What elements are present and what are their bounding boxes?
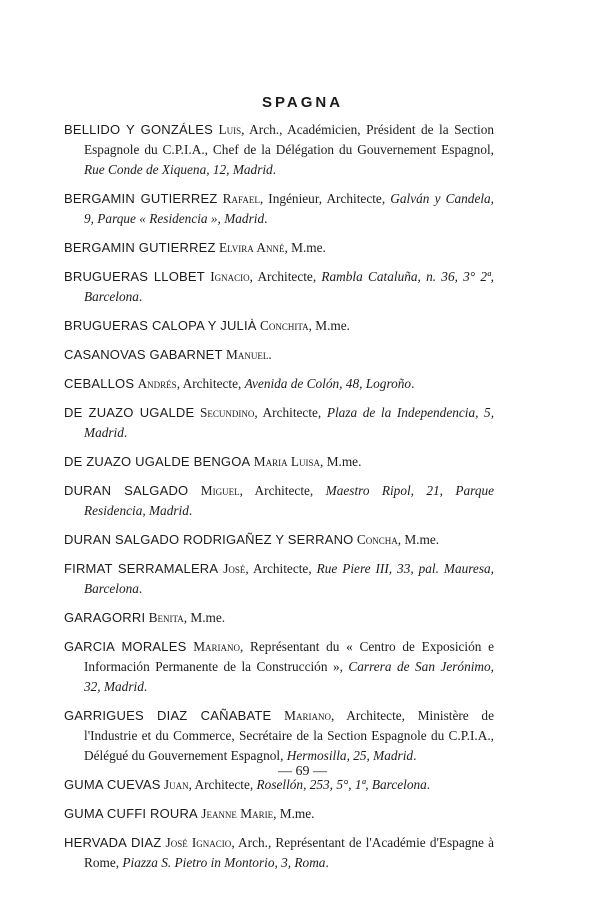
entry-surname: DE ZUAZO UGALDE BENGOA xyxy=(64,454,251,469)
list-item xyxy=(64,452,494,472)
entry-end: . xyxy=(138,581,143,596)
entry-given-name: Ignacio xyxy=(210,269,250,284)
entry-address: Piazza S. Pietro in Montorio, 3, Roma xyxy=(122,855,326,870)
list-item xyxy=(64,637,494,697)
entry-description: , M.me. xyxy=(397,532,440,547)
list-item xyxy=(64,403,494,443)
entry-surname: DURAN SALGADO RODRIGAÑEZ Y SERRANO xyxy=(64,532,354,547)
entry-given-name: Elvira Anné xyxy=(219,240,285,255)
entry-end: . xyxy=(264,211,268,226)
entry-description: , Architecte, xyxy=(254,405,327,420)
list-item xyxy=(64,120,494,180)
entry-given-name: José xyxy=(223,561,246,576)
entry-description: , Architecte, xyxy=(239,483,326,498)
entry-description: , M.me. xyxy=(320,454,362,469)
entry-given-name: Juan xyxy=(163,777,189,792)
entry-end: . xyxy=(272,162,277,177)
entry-description: , Représentant du « Centro de Exposición e Información Permanente de la Construcción », xyxy=(84,639,495,674)
entry-end: . xyxy=(413,748,417,763)
entry-address: Rue Piere III, 33, pal. Mauresa, Barcelona xyxy=(84,561,494,596)
entry-address: Hermosilla, 25, Madrid xyxy=(286,748,414,763)
entry-address: Rosellón, 253, 5°, 1ª, Barcelona xyxy=(256,777,427,792)
entry-surname: GARCIA MORALES xyxy=(64,639,187,654)
entry-address: Plaza de la Independencia, 5, Madrid xyxy=(84,405,495,440)
section-heading: SPAGNA xyxy=(261,94,344,111)
entry-surname: DE ZUAZO UGALDE xyxy=(64,405,195,420)
entry-surname: DURAN SALGADO xyxy=(64,483,189,498)
entry-surname: BRUGUERAS CALOPA Y JULIÀ xyxy=(64,318,257,333)
entry-description: , M.me. xyxy=(308,318,351,333)
entry-given-name: Mariano xyxy=(284,708,331,723)
entry-description: , M.me. xyxy=(183,610,226,625)
page-number: — 69 — xyxy=(278,764,327,779)
entry-end: . xyxy=(143,679,148,694)
list-item xyxy=(64,238,494,258)
entry-description: , Arch., Académicien, Président de la Section Espagnole du C.P.I.A., Chef de la Délégation du Gouvernement Espagnol, xyxy=(84,122,495,157)
entry-given-name: Luis xyxy=(218,122,242,137)
entry-description: , Ingénieur, Architecte, xyxy=(259,191,391,206)
entry-end: . xyxy=(325,855,329,870)
entry-address: Rambla Cataluña, n. 36, 3° 2ª, Barcelona xyxy=(84,269,495,304)
entry-address: Galván y Candela, 9, Parque « Residencia », Madrid xyxy=(84,191,495,226)
list-item xyxy=(64,559,494,599)
entry-given-name: Jeanne Marie xyxy=(201,806,274,821)
list-item xyxy=(64,345,494,365)
list-item xyxy=(64,833,494,873)
entry-surname: FIRMAT SERRAMALERA xyxy=(64,561,219,576)
list-item xyxy=(64,316,494,336)
entry-given-name: Manuel xyxy=(226,347,269,362)
entry-surname: GARAGORRI xyxy=(64,610,146,625)
entry-description: , Architecte, xyxy=(249,269,322,284)
entry-end: . xyxy=(426,777,431,792)
entry-surname: BERGAMIN GUTIERREZ xyxy=(64,191,218,206)
list-item xyxy=(64,374,494,394)
entry-description: , M.me. xyxy=(284,240,326,255)
list-item xyxy=(64,189,494,229)
list-item xyxy=(64,530,494,550)
list-item xyxy=(64,608,494,628)
entry-description: , Architecte, xyxy=(245,561,317,576)
entry-given-name: Conchita xyxy=(259,318,309,333)
entry-given-name: Benita xyxy=(148,610,184,625)
entry-description: , Architecte, Ministère de l'Industrie et du Commerce, Secrétaire de la Section Espagnole du C.P.I.A., Délégué du Gouvernement Espagnol, xyxy=(84,708,494,763)
entry-surname: CEBALLOS xyxy=(64,376,135,391)
entry-given-name: Rafael xyxy=(222,191,260,206)
entry-given-name: Miguel xyxy=(200,483,240,498)
list-item xyxy=(64,481,494,521)
entry-surname: BELLIDO Y GONZÁLES xyxy=(64,122,214,137)
entry-description: , M.me. xyxy=(273,806,315,821)
entry-description: , Architecte, xyxy=(188,777,257,792)
entry-surname: BRUGUERAS LLOBET xyxy=(64,269,205,284)
entry-end: . xyxy=(411,376,415,391)
entry-surname: CASANOVAS GABARNET xyxy=(64,347,223,362)
entry-description: , Arch., Représentant de l'Académie d'Espagne à Rome, xyxy=(84,835,494,870)
entry-surname: HERVADA DIAZ xyxy=(64,835,162,850)
entry-surname: GUMA CUEVAS xyxy=(64,777,161,792)
entry-given-name: José Ignacio xyxy=(165,835,232,850)
entry-address: Avenida de Colón, 48, Logroño xyxy=(244,376,412,391)
list-item xyxy=(64,267,494,307)
entry-description: , Architecte, xyxy=(176,376,245,391)
entry-description: . xyxy=(268,347,272,362)
entry-address: Rue Conde de Xiquena, 12, Madrid xyxy=(84,162,273,177)
entry-given-name: Andrés xyxy=(137,376,177,391)
entry-surname: BERGAMIN GUTIERREZ xyxy=(64,240,216,255)
entry-given-name: Secundino xyxy=(199,405,255,420)
entry-address: Carrera de San Jerónimo, 32, Madrid xyxy=(84,659,494,694)
entry-given-name: Maria Luisa xyxy=(253,454,321,469)
entry-end: . xyxy=(188,503,193,518)
entry-address: Maestro Ripol, 21, Parque Residencia, Madrid xyxy=(84,483,495,518)
entry-surname: GARRIGUES DIAZ CAÑABATE xyxy=(64,708,272,723)
entry-end: . xyxy=(138,289,143,304)
entry-given-name: Mariano xyxy=(193,639,241,654)
entry-end: . xyxy=(123,425,128,440)
entry-surname: GUMA CUFFI ROURA xyxy=(64,806,198,821)
list-item xyxy=(64,804,494,824)
entry-given-name: Concha xyxy=(356,532,398,547)
list-item xyxy=(64,706,494,766)
